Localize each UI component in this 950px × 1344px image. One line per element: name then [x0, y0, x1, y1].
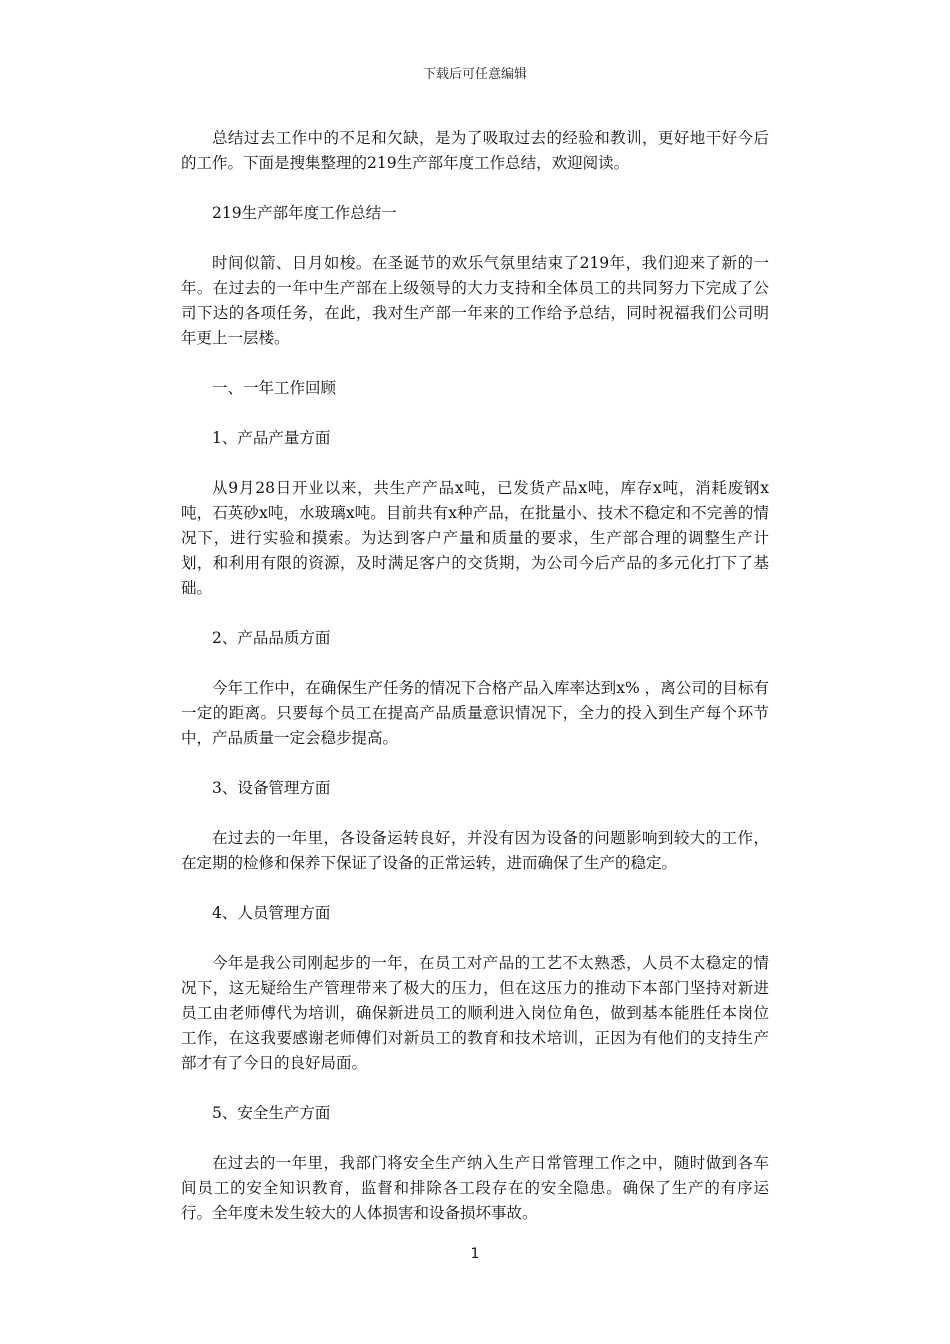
heading-output: 1、产品产量方面: [212, 429, 331, 447]
page-number: 1: [470, 1246, 480, 1262]
safety-paragraph: 在过去的一年里，我部门将安全生产纳入生产日常管理工作之中，随时做到各车间员工的安全知识教育，监督和排除各工段存在的安全隐患。确保了生产的有序运行。全年度未发生较大的人体损害和设备损坏事故。: [181, 1154, 769, 1222]
output-paragraph: 从9月28日开业以来，共生产产品x吨，已发货产品x吨，库存x吨，消耗废钢x吨，石英砂x吨，水玻璃x吨。目前共有x种产品，在批量小、技术不稳定和不完善的情况下，进行实验和摸索。为达到客户产量和质量的要求，生产部合理的调整生产计划，和利用有限的资源，及时满足客户的交货期，为公司今后产品的多元化打下了基础。: [181, 479, 769, 597]
quality-paragraph: 今年工作中，在确保生产任务的情况下合格产品入库率达到x% ，离公司的目标有一定的距离。只要每个员工在提高产品质量意识情况下，全力的投入到生产每个环节中，产品质量一定会稳步提高。: [181, 679, 769, 747]
equipment-paragraph: 在过去的一年里，各设备运转良好，并没有因为设备的问题影响到较大的工作，在定期的检修和保养下保证了设备的正常运转，进而确保了生产的稳定。: [181, 829, 769, 872]
heading-review: 一、一年工作回顾: [212, 379, 337, 397]
page-header: 下载后可任意编辑: [422, 67, 527, 82]
opening-paragraph: 时间似箭、日月如梭。在圣诞节的欢乐气氛里结束了219年，我们迎来了新的一年。在过去的一年中生产部在上级领导的大力支持和全体员工的共同努力下完成了公司下达的各项任务，在此，我对生产部一年来的工作给予总结，同时祝福我们公司明年更上一层楼。: [181, 254, 769, 347]
document-body: [181, 126, 769, 1251]
section-title: 219生产部年度工作总结一: [212, 204, 397, 222]
heading-safety: 5、安全生产方面: [212, 1104, 331, 1122]
intro-paragraph: 总结过去工作中的不足和欠缺，是为了吸取过去的经验和教训，更好地干好今后的工作。下面是搜集整理的219生产部年度工作总结，欢迎阅读。: [181, 129, 769, 172]
heading-quality: 2、产品品质方面: [212, 629, 331, 647]
heading-personnel: 4、人员管理方面: [212, 904, 331, 922]
heading-equipment: 3、设备管理方面: [212, 779, 331, 797]
personnel-paragraph: 今年是我公司刚起步的一年，在员工对产品的工艺不太熟悉，人员不太稳定的情况下，这无疑给生产管理带来了极大的压力，但在这压力的推动下本部门坚持对新进员工由老师傅代为培训，确保新进员工的顺利进入岗位角色，做到基本能胜任本岗位工作，在这我要感谢老师傅们对新员工的教育和技术培训，正因为有他们的支持生产部才有了今日的良好局面。: [181, 954, 769, 1072]
